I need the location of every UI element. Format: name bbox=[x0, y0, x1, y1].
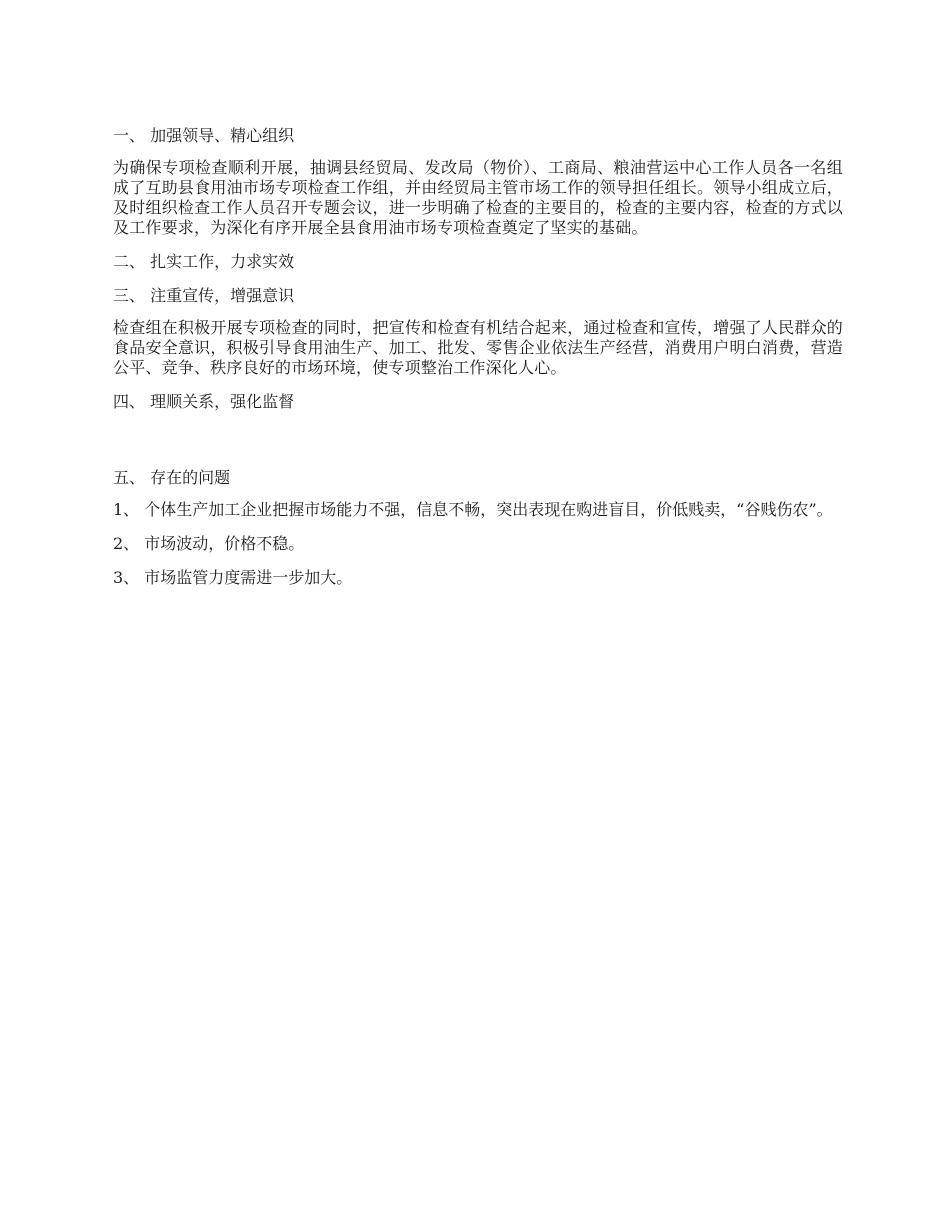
problem-item-2: 2、 市场波动，价格不稳。 bbox=[113, 534, 305, 553]
problem-item-1: 1、 个体生产加工企业把握市场能力不强，信息不畅，突出表现在购进盲目，价低贱卖，“谷贱伤农”。 bbox=[113, 500, 833, 519]
document-page bbox=[113, 124, 843, 602]
section-2-heading: 二、 扎实工作，力求实效 bbox=[113, 252, 295, 271]
section-1-heading: 一、 加强领导、精心组织 bbox=[113, 126, 295, 145]
spacer bbox=[113, 424, 843, 466]
section-5-heading: 五、 存在的问题 bbox=[113, 468, 231, 487]
section-1-paragraph: 为确保专项检查顺利开展，抽调县经贸局、发改局（物价）、工商局、粮油营运中心工作人员各一名组成了互助县食用油市场专项检查工作组，并由经贸局主管市场工作的领导担任组长。领导小组成立后，及时组织检查工作人员召开专题会议，进一步明确了检查的主要目的，检查的主要内容，检查的方式以及工作要求，为深化有序开展全县食用油市场专项检查奠定了坚实的基础。 bbox=[113, 158, 843, 237]
problem-item-3: 3、 市场监管力度需进一步加大。 bbox=[113, 568, 353, 587]
section-3-heading: 三、 注重宣传，增强意识 bbox=[113, 286, 295, 305]
section-3-paragraph: 检查组在积极开展专项检查的同时，把宣传和检查有机结合起来，通过检查和宣传，增强了人民群众的食品安全意识，积极引导食用油生产、加工、批发、零售企业依法生产经营，消费用户明白消费，营造公平、竞争、秩序良好的市场环境，使专项整治工作深化人心。 bbox=[113, 318, 843, 377]
section-4-heading: 四、 理顺关系，强化监督 bbox=[113, 392, 295, 411]
